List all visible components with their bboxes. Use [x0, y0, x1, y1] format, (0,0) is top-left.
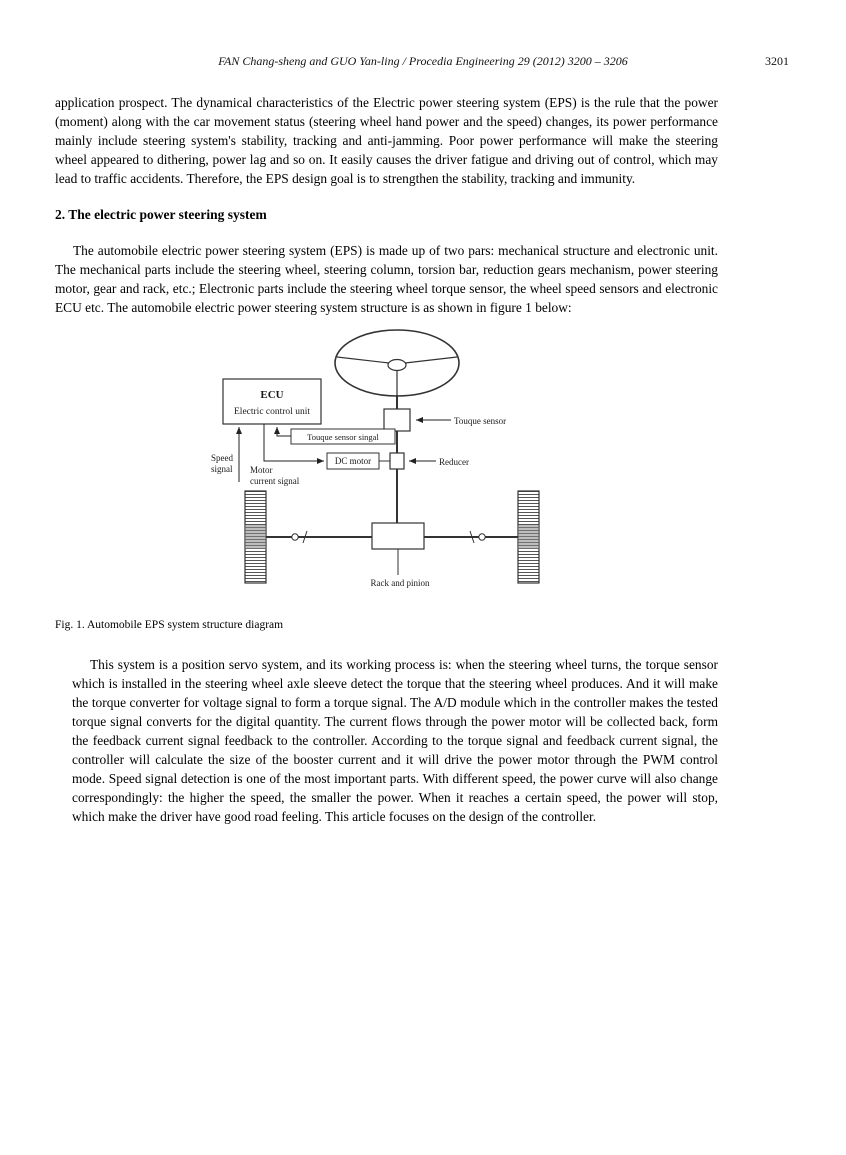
left-wheel — [245, 491, 266, 583]
page-number: 3201 — [765, 54, 789, 68]
motor-current-label-1: Motor — [249, 465, 272, 475]
figure-1-eps-diagram — [207, 325, 567, 600]
reducer-box — [390, 453, 404, 469]
steering-wheel-drawing — [335, 330, 459, 396]
eps-structure-drawing — [207, 325, 567, 595]
working-process-block — [72, 655, 718, 826]
ecu-title: ECU — [259, 389, 284, 401]
speed-signal-label-1: Speed — [210, 453, 233, 463]
intro-paragraph: application prospect. The dynamical characteristics of the Electric power steering system (EPS) is the rule that the power (moment) along with the car movement status (steering wheel hand power and the speed) changes, its power performance mainly include steering system's stability, tracking and anti-jamming. Poor power performance will make the steering wheel appeared to dithering, power lag and so on. It easily causes the driver fatigue and driving out of control, which may lead to traffic accidents. Therefore, the EPS design goal is to strengthen the stability, tracking and immunity. — [55, 95, 718, 186]
reducer-label: Reducer — [438, 457, 469, 467]
ecu-subtitle: Electric control unit — [233, 407, 310, 417]
torque-sensor-label: Touque sensor — [453, 416, 506, 426]
right-wheel — [518, 491, 539, 583]
ecu-box — [223, 379, 321, 424]
motor-current-label-2: current signal — [249, 476, 299, 486]
dc-motor-label: DC motor — [334, 456, 371, 466]
figure-caption: Fig. 1. Automobile EPS system structure diagram — [55, 619, 284, 631]
rack-label: Rack and pinion — [370, 578, 429, 588]
torque-signal-label: Touque sensor singal — [306, 432, 379, 442]
working-paragraph: This system is a position servo system, and its working process is: when the steering wheel turns, the torque sensor which is installed in the steering wheel axle sleeve detect the torque that the steering wheel produces. And it will make the torque converter for voltage signal to form a torque signal. The A/D module which in the controller makes the tested torque signal converts for the digital quantity. The current flows through the power motor will be collected back, form the feedback current signal feedback to the controller. According to the torque signal and feedback current signal, the controller will calculate the size of the booster current and it will drive the power motor through the PWM control mode. Speed signal detection is one of the most important parts. With different speed, the power curve will also change correspondingly: the higher the speed, the smaller the power. When it reaches a certain speed, the power will stop, which make the driver have good road feeling. This article focuses on the design of the controller. — [72, 657, 718, 824]
page-header — [0, 54, 846, 72]
torque-sensor-box — [384, 409, 410, 431]
speed-signal-label-2: signal — [210, 464, 232, 474]
rack-housing-box — [372, 523, 424, 549]
running-head-citation: FAN Chang-sheng and GUO Yan-ling / Procedia Engineering 29 (2012) 3200 – 3206 — [218, 54, 628, 68]
system-paragraph: The automobile electric power steering system (EPS) is made up of two pars: mechanical structure and electronic unit. The mechanical parts include the steering wheel, steering column, torsion bar, reduction gears mechanism, power steering motor, gear and rack, etc.; Electronic parts include the steering wheel torque sensor, the wheel speed sensors and electronic ECU etc. The automobile electric power steering system structure is as shown in figure 1 below: — [55, 243, 718, 315]
torque-signal-arrow — [277, 427, 291, 436]
section-heading: 2. The electric power steering system — [55, 207, 267, 222]
